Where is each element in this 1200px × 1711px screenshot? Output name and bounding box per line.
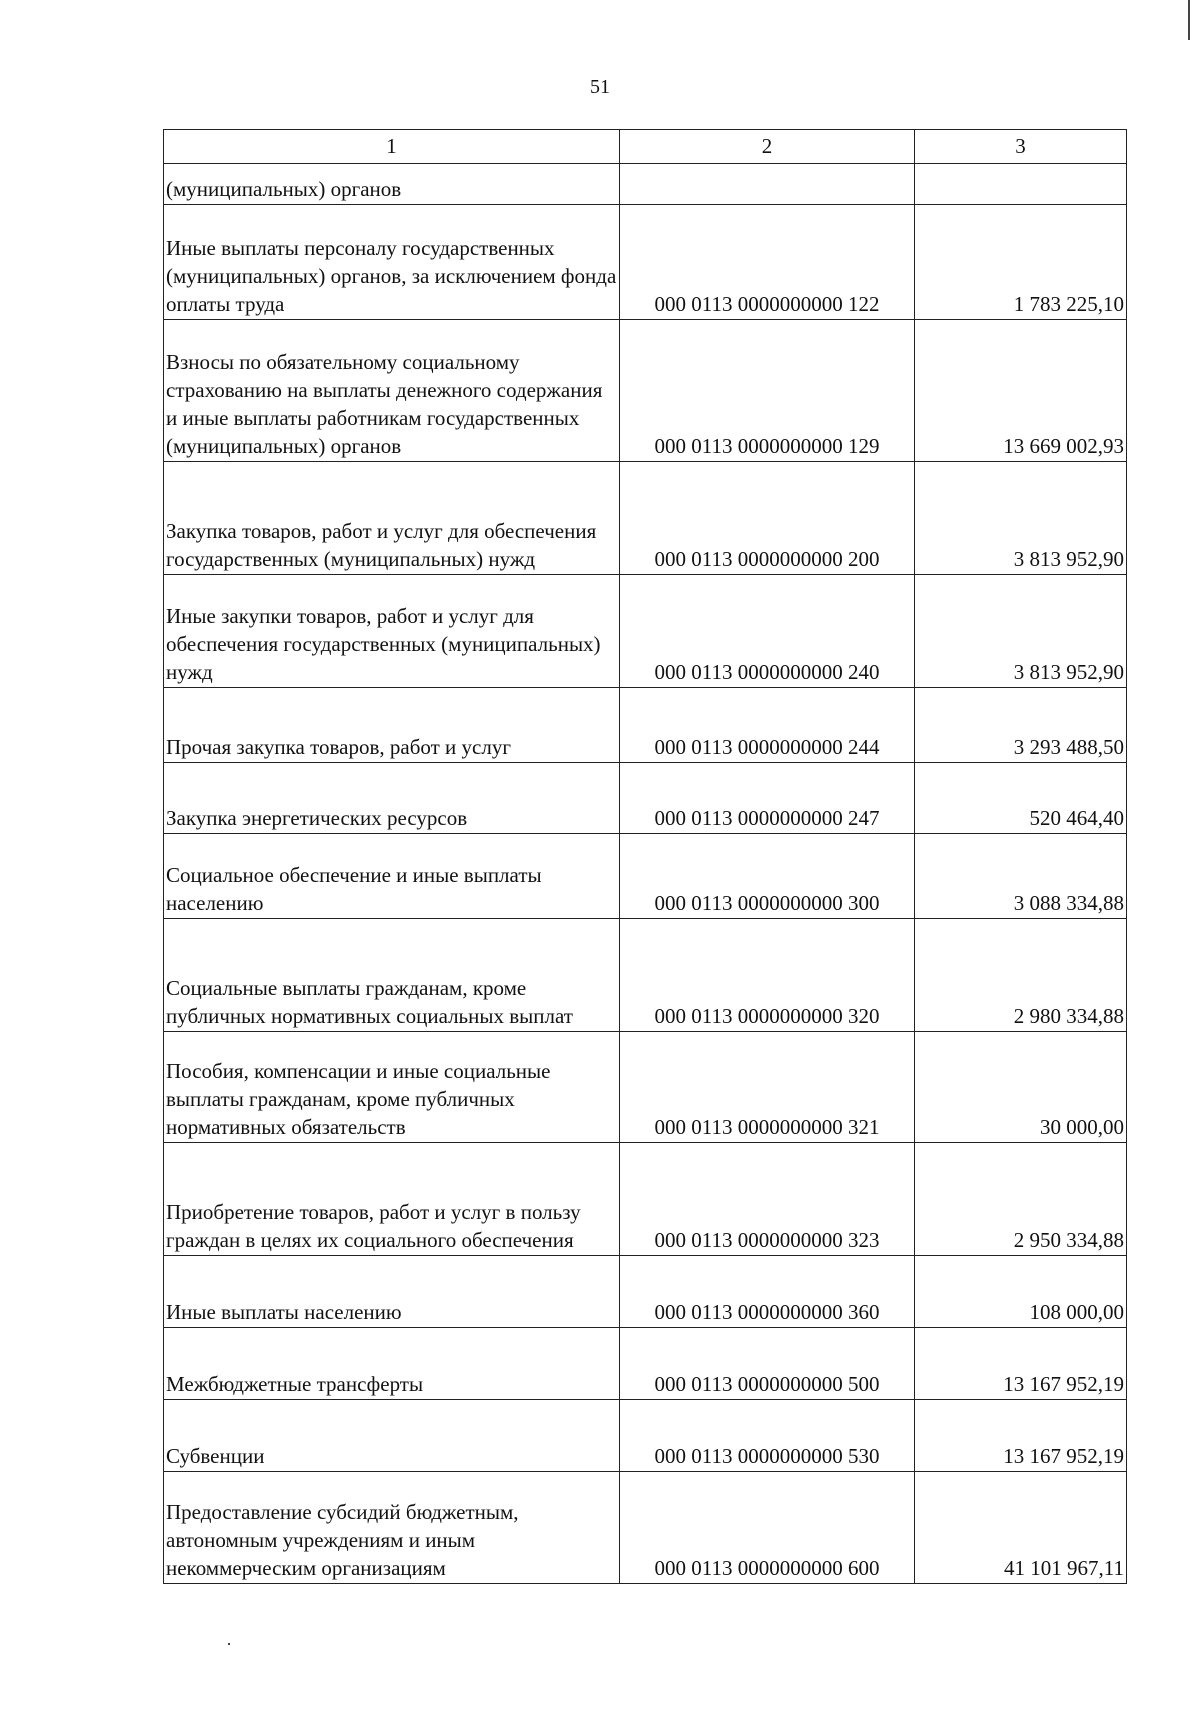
row-amount bbox=[915, 164, 1127, 205]
row-name: Предоставление субсидий бюджетным, автономным учреждениям и иным некоммерческим организациям bbox=[164, 1472, 620, 1584]
row-amount: 2 980 334,88 bbox=[915, 919, 1127, 1032]
row-amount: 41 101 967,11 bbox=[915, 1472, 1127, 1584]
row-name: Пособия, компенсации и иные социальные выплаты гражданам, кроме публичных нормативных обязательств bbox=[164, 1032, 620, 1143]
scan-edge-mark bbox=[1188, 0, 1190, 40]
row-code: 000 0113 0000000000 300 bbox=[620, 834, 915, 919]
row-code: 000 0113 0000000000 122 bbox=[620, 205, 915, 320]
row-name: Социальное обеспечение и иные выплаты населению bbox=[164, 834, 620, 919]
row-amount: 2 950 334,88 bbox=[915, 1143, 1127, 1256]
table-row bbox=[164, 1400, 1127, 1472]
row-code: 000 0113 0000000000 129 bbox=[620, 320, 915, 462]
row-code: 000 0113 0000000000 360 bbox=[620, 1256, 915, 1328]
row-code: 000 0113 0000000000 500 bbox=[620, 1328, 915, 1400]
page-number: 51 bbox=[590, 76, 610, 98]
row-amount: 3 293 488,50 bbox=[915, 688, 1127, 763]
table-row bbox=[164, 320, 1127, 462]
row-amount: 13 669 002,93 bbox=[915, 320, 1127, 462]
row-amount: 520 464,40 bbox=[915, 763, 1127, 834]
row-name: (муниципальных) органов bbox=[164, 164, 620, 205]
table-row bbox=[164, 1472, 1127, 1584]
row-amount: 3 813 952,90 bbox=[915, 462, 1127, 575]
table-row bbox=[164, 763, 1127, 834]
row-name: Закупка товаров, работ и услуг для обеспечения государственных (муниципальных) нужд bbox=[164, 462, 620, 575]
row-amount: 13 167 952,19 bbox=[915, 1328, 1127, 1400]
column-header-2: 2 bbox=[620, 130, 915, 164]
table-row bbox=[164, 205, 1127, 320]
table-row bbox=[164, 688, 1127, 763]
row-name: Иные выплаты персоналу государственных (муниципальных) органов, за исключением фонда оплаты труда bbox=[164, 205, 620, 320]
table-header-row bbox=[164, 130, 1127, 164]
row-amount: 3 813 952,90 bbox=[915, 575, 1127, 688]
row-code: 000 0113 0000000000 247 bbox=[620, 763, 915, 834]
row-code: 000 0113 0000000000 240 bbox=[620, 575, 915, 688]
row-amount: 30 000,00 bbox=[915, 1032, 1127, 1143]
row-code: 000 0113 0000000000 530 bbox=[620, 1400, 915, 1472]
row-code: 000 0113 0000000000 320 bbox=[620, 919, 915, 1032]
row-code: 000 0113 0000000000 323 bbox=[620, 1143, 915, 1256]
table-row bbox=[164, 1143, 1127, 1256]
row-name: Субвенции bbox=[164, 1400, 620, 1472]
row-name: Приобретение товаров, работ и услуг в пользу граждан в целях их социального обеспечения bbox=[164, 1143, 620, 1256]
table-row bbox=[164, 462, 1127, 575]
table-row bbox=[164, 1032, 1127, 1143]
row-code bbox=[620, 164, 915, 205]
scan-dot bbox=[228, 1643, 230, 1645]
column-header-1: 1 bbox=[164, 130, 620, 164]
row-name: Прочая закупка товаров, работ и услуг bbox=[164, 688, 620, 763]
row-amount: 1 783 225,10 bbox=[915, 205, 1127, 320]
row-name: Иные закупки товаров, работ и услуг для обеспечения государственных (муниципальных) нужд bbox=[164, 575, 620, 688]
row-amount: 3 088 334,88 bbox=[915, 834, 1127, 919]
row-name: Закупка энергетических ресурсов bbox=[164, 763, 620, 834]
table-row bbox=[164, 919, 1127, 1032]
table-row bbox=[164, 1256, 1127, 1328]
budget-table bbox=[163, 129, 1127, 1584]
row-amount: 108 000,00 bbox=[915, 1256, 1127, 1328]
row-code: 000 0113 0000000000 600 bbox=[620, 1472, 915, 1584]
row-name: Взносы по обязательному социальному страхованию на выплаты денежного содержания и иные выплаты работникам государственных (муниципальных) органов bbox=[164, 320, 620, 462]
table-row bbox=[164, 834, 1127, 919]
row-name: Социальные выплаты гражданам, кроме публичных нормативных социальных выплат bbox=[164, 919, 620, 1032]
table-row bbox=[164, 1328, 1127, 1400]
table-row bbox=[164, 575, 1127, 688]
table-row bbox=[164, 164, 1127, 205]
row-code: 000 0113 0000000000 244 bbox=[620, 688, 915, 763]
row-code: 000 0113 0000000000 200 bbox=[620, 462, 915, 575]
column-header-3: 3 bbox=[915, 130, 1127, 164]
row-name: Межбюджетные трансферты bbox=[164, 1328, 620, 1400]
row-amount: 13 167 952,19 bbox=[915, 1400, 1127, 1472]
row-name: Иные выплаты населению bbox=[164, 1256, 620, 1328]
row-code: 000 0113 0000000000 321 bbox=[620, 1032, 915, 1143]
